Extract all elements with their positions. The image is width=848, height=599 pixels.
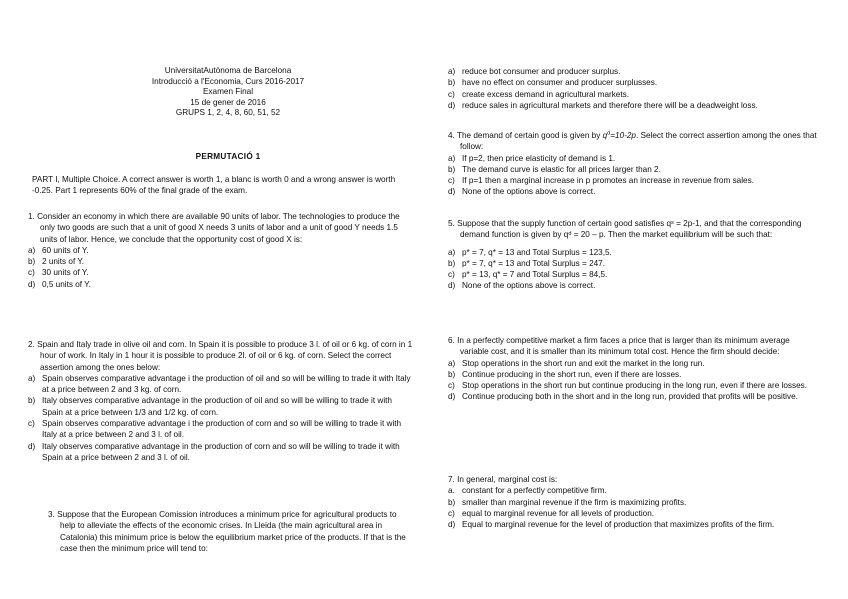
question-7-text: 7. In general, marginal cost is: xyxy=(448,475,558,484)
question-5-option xyxy=(448,269,818,280)
question-5 xyxy=(448,218,818,292)
question-5-option xyxy=(448,280,818,291)
option-label: b) xyxy=(448,78,456,88)
option-text: create excess demand in agricultural markets. xyxy=(462,89,630,99)
option-label: c) xyxy=(448,381,455,391)
option-label: c) xyxy=(448,176,455,186)
question-4 xyxy=(448,130,818,198)
option-text: reduce bot consumer and producer surplus. xyxy=(462,67,621,76)
option-text: have no effect on consumer and producer surplusses. xyxy=(462,78,658,88)
question-3-option xyxy=(448,89,818,100)
option-text: Spain observes comparative advantage i the production of corn and so will be willing to trade it with Italy at a price between 2 and 3 l. of oil. xyxy=(42,419,402,440)
question-4-text xyxy=(448,130,818,153)
option-label: d) xyxy=(448,520,456,530)
question-1-text: 1. Consider an economy in which there are available 90 units of labor. The technologies to produce the only two goods are such that a unit of good X needs 3 units of labor and a unit of good Y needs 1.5 units of labor. Hence, we conclude that the opportunity cost of good X is: xyxy=(28,212,400,244)
question-2-text: 2. Spain and Italy trade in olive oil and corn. In Spain it is possible to produce 3 l. of oil or 6 kg. of corn in 1 hour of work. In Italy in 1 hour it is possible to produce 2l. of oil or 6 kg. of corn. Select the correct assertion among the ones below: xyxy=(28,340,413,372)
question-4-text-pre: 4. The demand of certain good is given by xyxy=(448,131,603,140)
option-text: The demand curve is elastic for all prices larger than 2. xyxy=(462,164,661,174)
option-label: b) xyxy=(448,369,456,379)
part1-text: PART I, Multiple Choice. A correct answer is worth 1, a blanc is worth 0 and a wrong answer is worth -0.25. Part 1 represents 60% of the final grade of the exam. xyxy=(32,175,396,196)
question-5-text: 5. Suppose that the supply function of certain good satisfies qˢ = 2p-1, and that the corresponding demand function is given by qᵈ = 20 – p. Then the market equilibrium will be such that: xyxy=(448,219,802,240)
question-7-option xyxy=(448,485,818,496)
exam-header xyxy=(28,66,428,119)
question-1 xyxy=(28,211,413,290)
exam-groups: GRUPS 1, 2, 4, 8, 60, 51, 52 xyxy=(175,108,281,118)
option-label: a) xyxy=(448,153,456,163)
option-text: equal to marginal revenue for all levels of production. xyxy=(462,508,655,518)
question-5-option xyxy=(448,258,818,269)
option-label: c) xyxy=(28,268,35,278)
permutation-title: PERMUTACIÓ 1 xyxy=(195,152,261,161)
option-text: constant for a perfectly competitive firm. xyxy=(462,486,607,496)
option-text: p* = 7, q* = 13 and Total Surplus = 123,5. xyxy=(462,247,612,257)
question-5-option xyxy=(448,247,818,258)
question-1-option xyxy=(28,279,413,290)
option-text: p* = 7, q* = 13 and Total Surplus = 247. xyxy=(462,258,606,268)
question-4-option xyxy=(448,153,818,164)
option-text: If p=1 then a marginal increase in p promotes an increase in revenue from sales. xyxy=(462,176,754,186)
part1-instructions xyxy=(28,174,413,197)
option-text: None of the options above is correct. xyxy=(462,281,596,291)
option-label: c) xyxy=(448,270,455,280)
option-label: a) xyxy=(448,67,456,76)
option-label: b) xyxy=(448,497,456,507)
question-3 xyxy=(48,509,413,554)
question-2-option xyxy=(28,373,413,396)
option-label: c) xyxy=(448,89,455,99)
question-4-option xyxy=(448,164,818,175)
question-2-option xyxy=(28,395,413,418)
option-text: smaller than marginal revenue if the firm is maximizing profits. xyxy=(462,497,687,507)
option-text: p* = 13, q* = 7 and Total Surplus = 84,5. xyxy=(462,270,608,280)
option-label: a) xyxy=(28,373,36,383)
question-4-option xyxy=(448,175,818,186)
question-1-option xyxy=(28,267,413,278)
question-6-option xyxy=(448,369,818,380)
question-6 xyxy=(448,335,818,403)
question-2-option xyxy=(28,441,413,464)
question-1-option xyxy=(28,256,413,267)
question-7-option xyxy=(448,497,818,508)
question-4-formula-sup: d xyxy=(607,130,611,137)
course-name: Introducció a l'Economia, Curs 2016-2017 xyxy=(151,76,305,86)
option-text: Italy observes comparative advantage in the production of corn and so will be willing to trade it with Spain at a price between 2 and 3 l. of oil. xyxy=(42,441,400,462)
question-3-option xyxy=(448,66,818,77)
option-text: 30 units of Y. xyxy=(42,268,89,278)
question-7-option xyxy=(448,508,818,519)
exam-type: Examen Final xyxy=(202,87,254,97)
option-label: a) xyxy=(448,358,456,368)
option-text: 0,5 units of Y. xyxy=(42,279,91,289)
option-text: Stop operations in the short run but continue producing in the long run, even if there are losses. xyxy=(462,381,808,391)
question-3-text: 3. Suppose that the European Comission introduces a minimum price for agricultural products to help to alleviate the effects of the economic crises. In Lleida (the main agricultural area in Catalonia) this minimum price is below the equilibrium market price of the products. If that is the case then the minimum price will tend to: xyxy=(48,510,406,553)
option-label: d) xyxy=(28,279,36,289)
option-label: b) xyxy=(448,164,456,174)
question-3-option xyxy=(448,100,818,111)
question-4-formula-rest: =10-2p xyxy=(610,131,636,140)
question-4-option xyxy=(448,186,818,197)
question-4-text-post: . Select the correct assertion among the ones that follow: xyxy=(460,131,817,152)
question-1-option xyxy=(28,245,413,256)
option-text: Equal to marginal revenue for the level of production that maximizes profits of the firm. xyxy=(462,520,775,530)
question-3-options xyxy=(448,66,818,111)
option-label: d) xyxy=(448,281,456,291)
option-text: Italy observes comparative advantage in the production of oil and so will be willing to trade it with Spain at a price between 1/3 and 1/2 kg. of corn. xyxy=(42,396,392,417)
question-7-option xyxy=(448,519,818,530)
question-6-option xyxy=(448,391,818,402)
option-label: c) xyxy=(448,508,455,518)
option-label: d) xyxy=(448,187,456,197)
option-text: Continue producing both in the short and in the long run, provided that profits will be positive. xyxy=(462,392,798,402)
option-text: reduce sales in agricultural markets and therefore there will be a deadweight loss. xyxy=(462,100,758,110)
option-label: a. xyxy=(448,486,455,496)
option-label: a) xyxy=(28,245,36,255)
question-7 xyxy=(448,474,818,530)
option-label: d) xyxy=(448,100,456,110)
option-text: Spain observes comparative advantage i the production of oil and so will be willing to trade it with Italy at a price between 2 and 3 kg. of corn. xyxy=(42,373,411,395)
question-3-option xyxy=(448,77,818,88)
option-label: c) xyxy=(28,419,35,429)
question-6-option xyxy=(448,358,818,369)
option-text: 60 units of Y. xyxy=(42,245,89,255)
university-name: UniversitatAutònoma de Barcelona xyxy=(164,66,292,75)
option-label: b) xyxy=(28,257,36,267)
question-2 xyxy=(28,339,413,463)
question-4-formula-q: q xyxy=(602,131,608,140)
option-label: b) xyxy=(448,258,456,268)
option-text: Stop operations in the short run and exit the market in the long run. xyxy=(462,358,705,368)
option-label: b) xyxy=(28,396,36,406)
option-text: None of the options above is correct. xyxy=(462,187,596,197)
option-text: Continue producing in the short run, even if there are losses. xyxy=(462,369,682,379)
exam-date: 15 de gener de 2016 xyxy=(190,97,266,107)
question-2-option xyxy=(28,418,413,441)
option-label: d) xyxy=(448,392,456,402)
option-label: d) xyxy=(28,441,36,451)
question-6-option xyxy=(448,380,818,391)
question-6-text: 6. In a perfectly competitive market a firm faces a price that is larger than its minimum average variable cost, and it is smaller than its minimum total cost. Hence the firm should decide: xyxy=(448,336,790,357)
option-label: a) xyxy=(448,247,456,257)
option-text: 2 units of Y. xyxy=(42,257,85,267)
option-text: If p=2, then price elasticity of demand is 1. xyxy=(462,153,616,163)
